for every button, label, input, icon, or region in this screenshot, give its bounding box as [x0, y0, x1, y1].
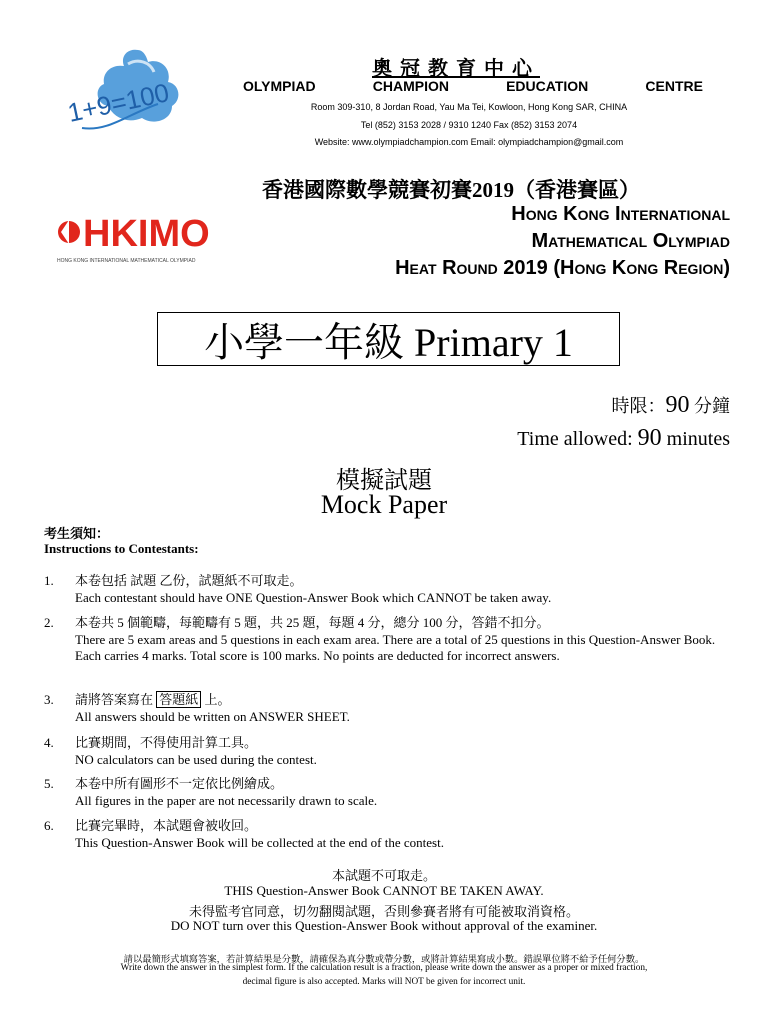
paper-type-english: Mock Paper: [320, 490, 448, 519]
item-text-cn: [75, 692, 724, 709]
item-number: 6.: [44, 818, 54, 833]
instruction-item: [44, 776, 724, 809]
item-text-en: All answers should be written on ANSWER SHEET.: [75, 708, 350, 724]
hkimo-logo-subtext: HONG KONG INTERNATIONAL MATHEMATICAL OLYMPIAD: [57, 258, 196, 264]
footer-notice-en: THIS Question-Answer Book CANNOT BE TAKEN AWAY.: [224, 883, 544, 898]
instructions-heading-chinese: 考生須知：: [44, 526, 110, 541]
footer-warning-en: DO NOT turn over this Question-Answer Book without approval of the examiner.: [170, 918, 598, 933]
item-number: 4.: [44, 735, 54, 750]
item-text-cn-after: 上。: [204, 692, 231, 707]
item-text-cn: 比賽期間，不得使用計算工具。: [75, 735, 258, 750]
org-word: EDUCATION: [506, 78, 589, 94]
fine-print-cn: 請以最簡形式填寫答案，若計算結果是分數，請確保為真分數或帶分數，或將計算結果寫成小數。錯誤單位將不給予任何分數。: [123, 955, 645, 965]
org-word: OLYMPIAD: [243, 78, 316, 94]
hkimo-logo: [55, 206, 255, 266]
org-name-chinese: 奧冠教育中心: [372, 58, 540, 80]
item-text-cn: 本卷包括 試題 乙份，試題紙不可取走。: [75, 573, 303, 588]
instruction-item: [44, 615, 724, 665]
grade-title-box: [157, 312, 620, 366]
time-value: 90: [665, 392, 690, 418]
time-value: 90: [637, 425, 662, 451]
grade-title: 小學一年級 Primary 1: [204, 319, 573, 365]
competition-title-line: Hong Kong International: [511, 203, 730, 225]
instruction-item: [44, 573, 724, 606]
paper-type-chinese: 模擬試題: [336, 468, 432, 494]
fine-print-en: Write down the answer in the simplest form. If the calculation result is a fraction, please write down the answer as a proper or mixed fraction,: [120, 963, 648, 973]
hkimo-logo-text: HKIMO: [83, 213, 210, 255]
time-limit-chinese: [612, 392, 731, 419]
item-text-cn: 本卷共 5 個範疇，每範疇有 5 題，共 25 題，每題 4 分，總分 100 分，答錯不扣分。: [75, 615, 550, 630]
item-number: 1.: [44, 573, 54, 588]
footer-warning-cn: 未得監考官同意，切勿翻閱試題，否則參賽者將有可能被取消資格。: [188, 904, 579, 919]
item-text-en: There are 5 exam areas and 5 questions in each exam area. There are a total of 25 questions in this Question-Answer Book. Each carries 4 marks. Total score is 100 marks. No points are deducted for incorrect answers.: [75, 631, 716, 663]
contact-line: Tel (852) 3153 2028 / 9310 1240 Fax (852) 3153 2074: [360, 120, 578, 130]
competition-title-line: Mathematical Olympiad: [531, 230, 730, 252]
item-text-cn-before: 請將答案寫在: [75, 692, 154, 707]
time-label: 時限：: [611, 396, 666, 416]
item-number: 2.: [44, 615, 54, 630]
item-text-cn: 比賽完畢時，本試題會被收回。: [75, 818, 258, 833]
item-text-en: NO calculators can be used during the contest.: [75, 751, 317, 767]
org-word: CHAMPION: [372, 78, 449, 94]
time-unit: 分鐘: [689, 396, 730, 416]
item-number: 5.: [44, 776, 54, 791]
time-unit: minutes: [661, 428, 730, 450]
olympiad-champion-logo: [68, 44, 228, 154]
instructions-heading-english: Instructions to Contestants:: [44, 541, 199, 556]
answer-sheet-boxed-text: 答題紙: [156, 691, 201, 708]
item-text-en: Each contestant should have ONE Question-Answer Book which CANNOT be taken away.: [75, 589, 552, 605]
footer-notice-cn: 本試題不可取走。: [331, 868, 436, 883]
item-text-cn: 本卷中所有圖形不一定依比例繪成。: [75, 776, 284, 791]
item-text-en: This Question-Answer Book will be collected at the end of the contest.: [75, 834, 444, 850]
competition-title-chinese: 香港國際數學競賽初賽2019（香港賽區）: [262, 178, 640, 202]
logo-equation-text: 1+9=100: [68, 77, 172, 128]
instruction-item: [44, 818, 724, 851]
item-number: 3.: [44, 692, 54, 707]
competition-title-line: Heat Round 2019 (Hong Kong Region): [395, 257, 730, 279]
fine-print-en: decimal figure is also accepted. Marks will NOT be given for incorrect unit.: [242, 977, 526, 987]
time-label: Time allowed:: [517, 428, 638, 450]
address-line: Room 309-310, 8 Jordan Road, Yau Ma Tei, Kowloon, Hong Kong SAR, CHINA: [310, 102, 628, 112]
item-text-en: All figures in the paper are not necessarily drawn to scale.: [75, 792, 378, 808]
org-word: CENTRE: [645, 78, 703, 94]
time-limit-english: [517, 425, 730, 452]
instruction-item: [44, 692, 724, 725]
website-line: Website: www.olympiadchampion.com Email: olympiadchampion@gmail.com: [314, 137, 624, 147]
org-name-english: [243, 78, 703, 94]
instruction-item: [44, 735, 724, 768]
